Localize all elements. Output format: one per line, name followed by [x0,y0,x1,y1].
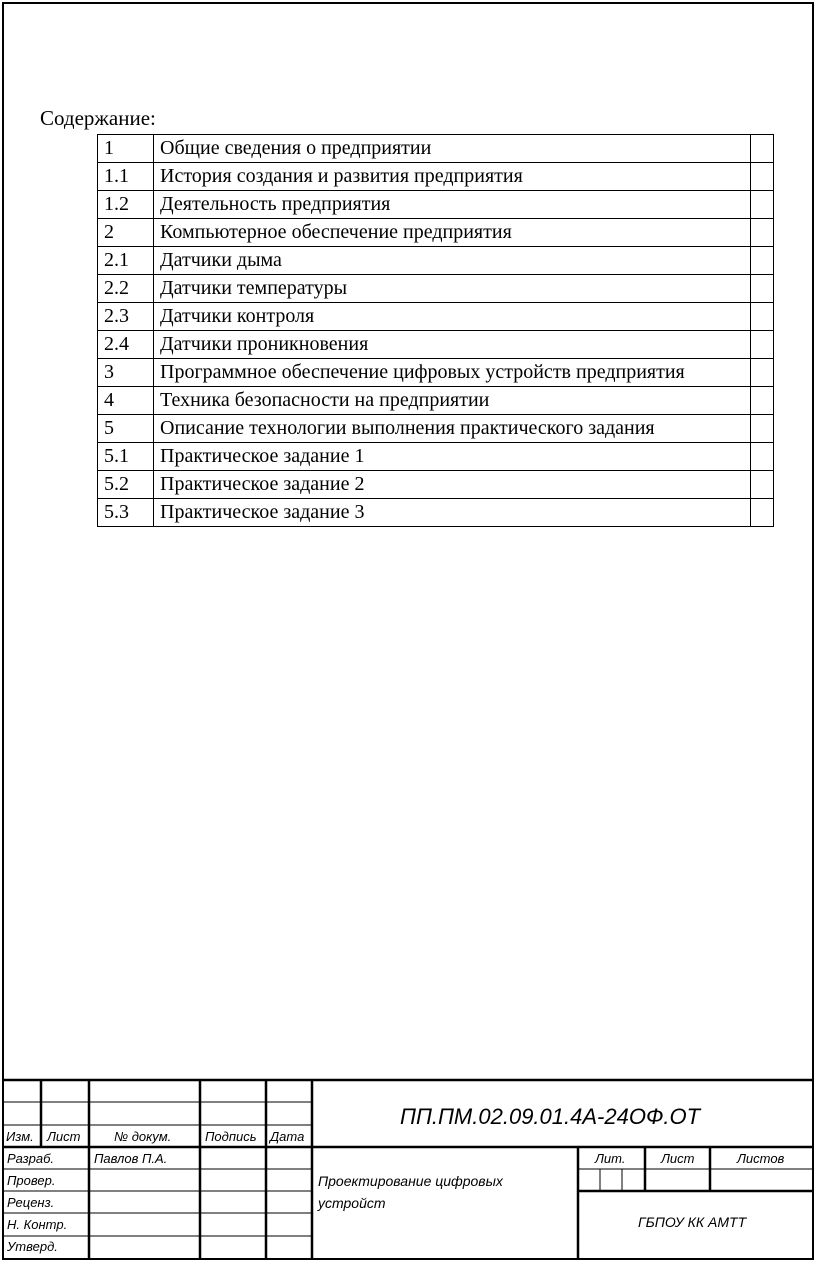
toc-title: Датчики проникновения [154,331,751,359]
toc-row [98,247,774,275]
toc-row [98,219,774,247]
toc-title: Датчики температуры [154,275,751,303]
stamp-role-prover: Провер. [7,1173,56,1188]
toc-number: 2.3 [98,303,154,331]
stamp-lit-label: Лит. [595,1151,626,1166]
stamp-sheets-label: Листов [737,1151,785,1166]
toc-page-cell [751,443,774,471]
toc-number: 5.1 [98,443,154,471]
toc-number: 3 [98,359,154,387]
toc-page-cell [751,191,774,219]
toc-title: Практическое задание 2 [154,471,751,499]
toc-title: Практическое задание 3 [154,499,751,527]
toc-row [98,415,774,443]
toc-page-cell [751,415,774,443]
toc-title: Программное обеспечение цифровых устройств предприятия [154,359,751,387]
toc-number: 1.2 [98,191,154,219]
toc-number: 2.1 [98,247,154,275]
toc-row [98,191,774,219]
toc-title: Практическое задание 1 [154,443,751,471]
stamp-developer-name: Павлов П.А. [94,1151,168,1166]
toc-number: 2 [98,219,154,247]
toc-page-cell [751,247,774,275]
toc-number: 1 [98,135,154,163]
toc-row [98,499,774,527]
toc-title: Датчики контроля [154,303,751,331]
toc-page-cell [751,135,774,163]
toc-number: 5.2 [98,471,154,499]
toc-row [98,135,774,163]
toc-page-cell [751,303,774,331]
stamp-list-label: Лист [47,1129,81,1144]
toc-title: Компьютерное обеспечение предприятия [154,219,751,247]
toc-number: 5.3 [98,499,154,527]
toc-row [98,387,774,415]
toc-title: Деятельность предприятия [154,191,751,219]
stamp-role-razrab: Разраб. [7,1151,55,1166]
toc-page-cell [751,471,774,499]
toc-row [98,275,774,303]
toc-page-cell [751,499,774,527]
stamp-date-label: Дата [270,1129,305,1144]
stamp-izm-label: Изм. [6,1129,34,1144]
toc-title: Датчики дыма [154,247,751,275]
stamp-role-nkontr: Н. Контр. [7,1217,68,1232]
stamp-role-recenz: Реценз. [7,1195,55,1210]
stamp-sign-label: Подпись [205,1129,257,1144]
toc-row [98,359,774,387]
toc-row [98,303,774,331]
toc-row [98,443,774,471]
document-code: ПП.ПМ.02.09.01.4А-24ОФ.ОТ [400,1104,701,1129]
toc-page-cell [751,359,774,387]
toc-title: Общие сведения о предприятии [154,135,751,163]
toc-heading: Содержание: [40,106,156,130]
stamp-sheet-label: Лист [661,1151,695,1166]
toc-title: Техника безопасности на предприятии [154,387,751,415]
toc-number: 5 [98,415,154,443]
toc-page-cell [751,219,774,247]
stamp-role-utverd: Утверд. [7,1239,58,1254]
toc-row [98,331,774,359]
toc-number: 4 [98,387,154,415]
toc-title: Описание технологии выполнения практического задания [154,415,751,443]
toc-title: История создания и развития предприятия [154,163,751,191]
stamp-ndoc-label: № докум. [114,1129,172,1144]
toc-page-cell [751,387,774,415]
toc-number: 2.4 [98,331,154,359]
toc-number: 2.2 [98,275,154,303]
toc-row [98,163,774,191]
organization-name: ГБПОУ КК АМТТ [638,1214,747,1230]
toc-page-cell [751,331,774,359]
toc-table [97,134,774,527]
document-title: Проектирование цифровых устройст [318,1173,503,1211]
toc-row [98,471,774,499]
toc-page-cell [751,163,774,191]
toc-number: 1.1 [98,163,154,191]
toc-page-cell [751,275,774,303]
